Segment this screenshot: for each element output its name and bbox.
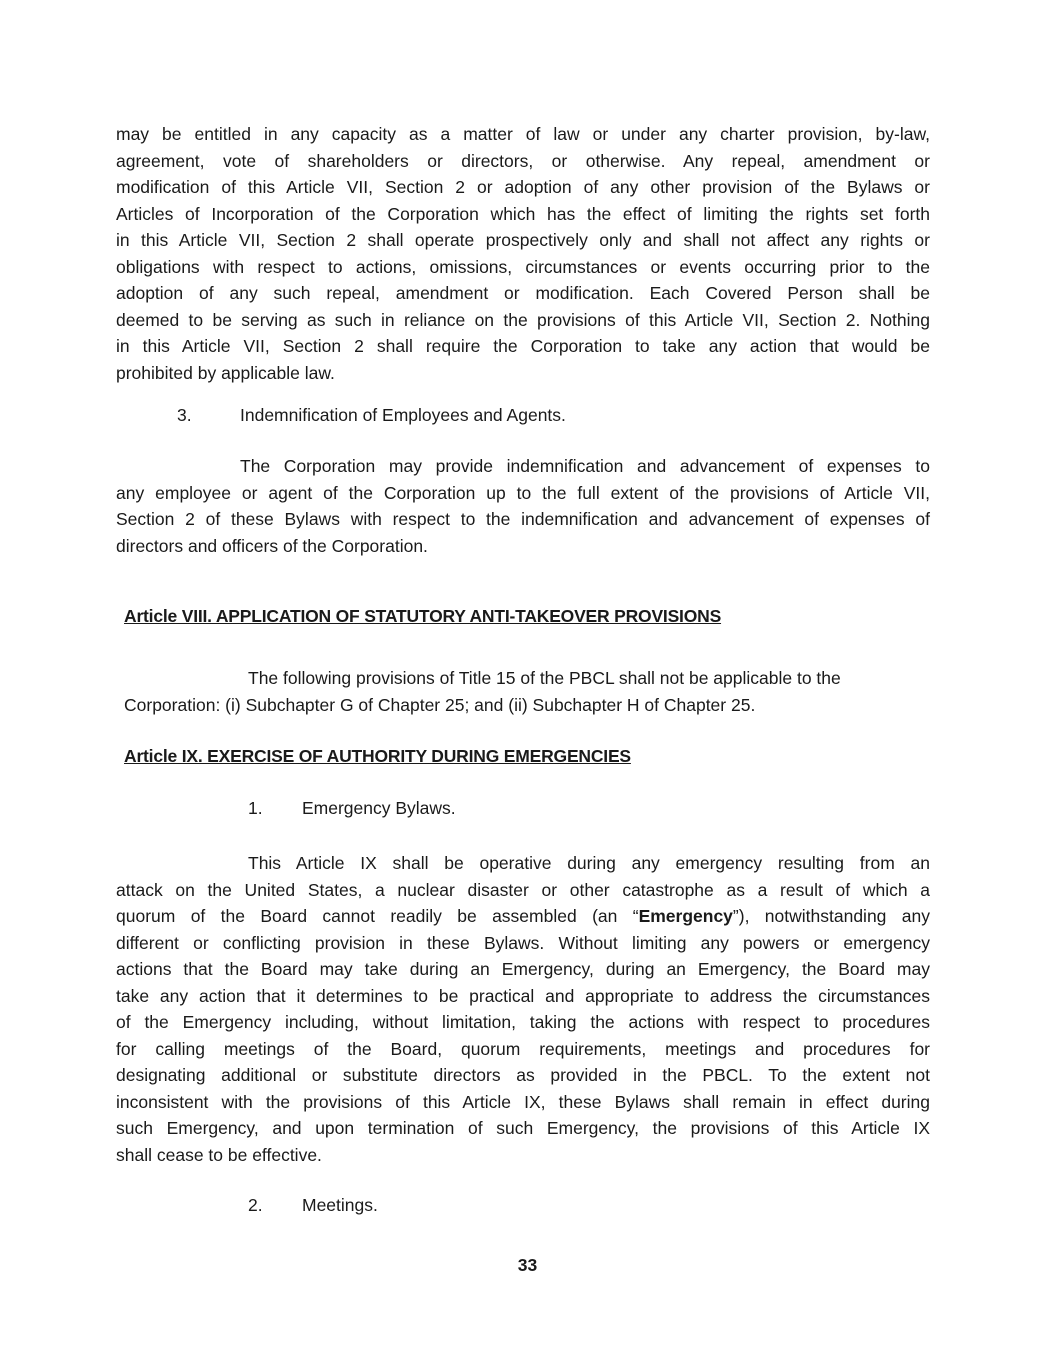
text-line: for calling meetings of the Board, quorum requirements, meetings and procedures for xyxy=(116,1038,930,1059)
text-line: Section 2 of these Bylaws with respect to the indemnification and advancement of expenses of xyxy=(116,509,930,529)
section-number: 3. xyxy=(177,405,192,425)
text-line: The following provisions of Title 15 of the PBCL shall not be applicable to the xyxy=(248,668,841,688)
section-number: 1. xyxy=(248,798,263,818)
article-viii-heading: Article VIII. APPLICATION OF STATUTORY ANTI-TAKEOVER PROVISIONS xyxy=(124,606,722,626)
section-number: 2. xyxy=(248,1195,263,1215)
paragraph-indemnification-continuation xyxy=(116,121,930,386)
text-fragment: ”), notwithstanding any xyxy=(732,906,930,926)
text-line: obligations with respect to actions, omissions, circumstances or events occurring prior to the xyxy=(116,256,930,277)
text-line: different or conflicting provision in these Bylaws. Without limiting any powers or emergency xyxy=(116,932,930,953)
text-line: prohibited by applicable law. xyxy=(116,362,335,383)
text-line-content: The Corporation may provide indemnification and advancement of expenses to xyxy=(240,456,930,476)
text-line: attack on the United States, a nuclear disaster or other catastrophe as a result of which a xyxy=(116,879,930,900)
text-line: take any action that it determines to be practical and appropriate to address the circumstances xyxy=(116,985,930,1006)
text-line: Articles of Incorporation of the Corporation which has the effect of limiting the rights set forth xyxy=(116,203,930,224)
text-line xyxy=(116,453,930,480)
text-line: any employee or agent of the Corporation up to the full extent of the provisions of Article VII, xyxy=(116,482,930,503)
text-line: in this Article VII, Section 2 shall require the Corporation to take any action that would be xyxy=(116,336,930,356)
text-line: inconsistent with the provisions of this Article IX, these Bylaws shall remain in effect during xyxy=(116,1091,930,1112)
article-ix-heading: Article IX. EXERCISE OF AUTHORITY DURING EMERGENCIES xyxy=(124,746,631,766)
paragraph-employees-agents xyxy=(116,453,930,559)
text-line: deemed to be serving as such in reliance on the provisions of this Article VII, Section 2. Nothing xyxy=(116,309,930,330)
paragraph-anti-takeover xyxy=(124,665,924,718)
text-line: shall cease to be effective. xyxy=(116,1144,322,1165)
text-line-content: This Article IX shall be operative during any emergency resulting from an xyxy=(248,853,930,873)
text-line: Corporation: (i) Subchapter G of Chapter 25; and (ii) Subchapter H of Chapter 25. xyxy=(124,694,756,715)
text-line: modification of this Article VII, Section 2 or adoption of any other provision of the Bylaws or xyxy=(116,177,930,197)
text-line: of the Emergency including, without limitation, taking the actions with respect to procedures xyxy=(116,1012,930,1032)
section-heading-3 xyxy=(177,405,777,431)
text-line: directors and officers of the Corporation. xyxy=(116,535,428,556)
text-line: designating additional or substitute directors as provided in the PBCL. To the extent not xyxy=(116,1065,930,1085)
text-fragment: quorum of the Board cannot readily be assembled (an “ xyxy=(116,906,639,926)
page-number: 33 xyxy=(517,1255,538,1275)
section-heading-emergency-bylaws xyxy=(248,798,648,824)
emergency-defined-term: Emergency xyxy=(638,906,733,926)
section-title: Indemnification of Employees and Agents. xyxy=(240,405,566,425)
paragraph-emergency xyxy=(116,850,930,1168)
section-heading-meetings xyxy=(248,1195,648,1221)
section-title: Emergency Bylaws. xyxy=(302,798,456,818)
text-line: agreement, vote of shareholders or directors, or otherwise. Any repeal, amendment or xyxy=(116,150,930,171)
text-line xyxy=(116,903,930,930)
section-title: Meetings. xyxy=(302,1195,378,1215)
text-line: adoption of any such repeal, amendment or modification. Each Covered Person shall be xyxy=(116,283,930,303)
text-line: in this Article VII, Section 2 shall operate prospectively only and shall not affect any rights or xyxy=(116,230,930,250)
text-line: actions that the Board may take during an Emergency, during an Emergency, the Board may xyxy=(116,959,930,979)
text-line: such Emergency, and upon termination of such Emergency, the provisions of this Article IX xyxy=(116,1118,930,1138)
text-line xyxy=(116,850,930,877)
text-line: may be entitled in any capacity as a matter of law or under any charter provision, by-law, xyxy=(116,124,930,144)
